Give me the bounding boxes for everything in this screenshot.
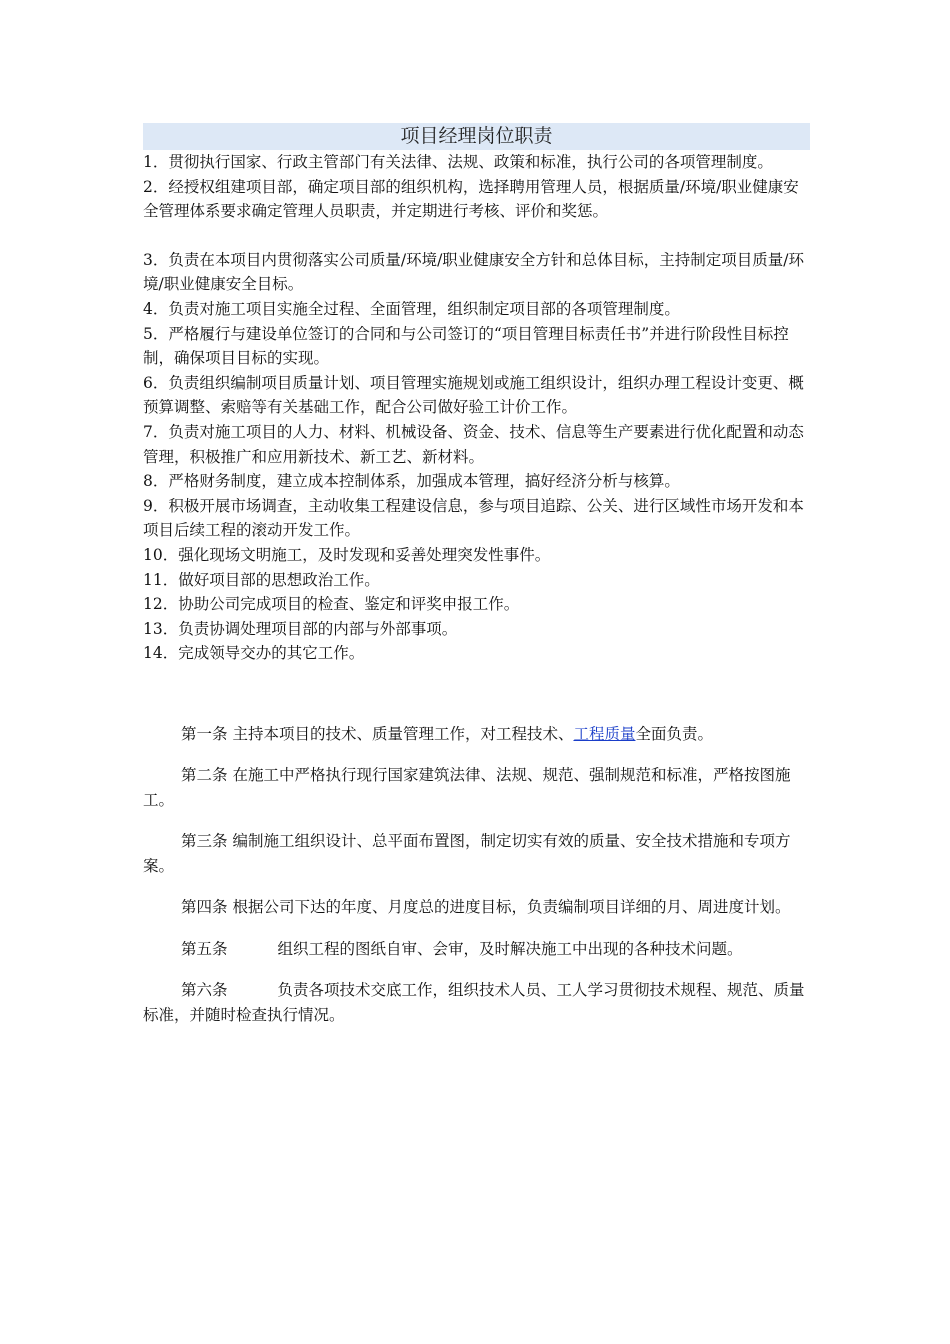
article-text: 全面负责。 [635,724,713,743]
duty-item: 11．做好项目部的思想政治工作。 [143,570,380,589]
duty-item: 3．负责在本项目内贯彻落实公司质量/环境/职业健康安全方针和总体目标，主持制定项目质量/环境/职业健康安全目标。 [143,250,805,294]
article-6 [143,978,810,1027]
duty-item: 7．负责对施工项目的人力、材料、机械设备、资金、技术、信息等生产要素进行优化配置和动态管理，积极推广和应用新技术、新工艺、新材料。 [143,422,804,466]
document-page [143,123,810,1044]
duty-item: 12．协助公司完成项目的检查、鉴定和评奖申报工作。 [143,595,520,614]
article-text: 根据公司下达的年度、月度总的进度目标，负责编制项目详细的月、周进度计划。 [232,898,791,917]
duty-item: 10．强化现场文明施工，及时发现和妥善处理突发性事件。 [143,545,551,564]
duty-item: 4．负责对施工项目实施全过程、全面管理，组织制定项目部的各项管理制度。 [143,299,680,318]
article-5 [143,937,810,962]
engineering-quality-link[interactable]: 工程质量 [573,724,636,743]
duty-item: 13．负责协调处理项目部的内部与外部事项。 [143,619,458,638]
duty-item: 1．贯彻执行国家、行政主管部门有关法律、法规、政策和标准，执行公司的各项管理制度。 [143,153,773,171]
article-3 [143,829,810,878]
article-text: 主持本项目的技术、质量管理工作，对工程技术、 [232,724,574,743]
article-1 [143,722,810,747]
duty-item: 2．经授权组建项目部，确定项目部的组织机构，选择聘用管理人员，根据质量/环境/职业健康安全管理体系要求确定管理人员职责，并定期进行考核、评价和奖惩。 [143,177,799,221]
document-title: 项目经理岗位职责 [143,123,810,150]
article-4 [143,895,810,920]
duties-list [143,150,810,666]
article-text: 编制施工组织设计、总平面布置图，制定切实有效的质量、安全技术措施和专项方案。 [143,832,791,875]
article-text: 组织工程的图纸自审、会审，及时解决施工中出现的各种技术问题。 [277,939,743,958]
article-text: 负责各项技术交底工作，组织技术人员、工人学习贯彻技术规程、规范、质量标准，并随时检查执行情况。 [143,981,805,1024]
article-label: 第一条 [181,724,228,743]
article-text: 在施工中严格执行现行国家建筑法律、法规、规范、强制规范和标准，严格按图施工。 [143,766,791,809]
article-label: 第五条 [181,939,228,958]
duty-item: 5．严格履行与建设单位签订的合同和与公司签订的“项目管理目标责任书”并进行阶段性目标控制，确保项目目标的实现。 [143,324,789,368]
articles-section [143,722,810,1028]
article-label: 第三条 [181,832,228,851]
article-2 [143,763,810,812]
article-label: 第二条 [181,766,228,785]
article-label: 第六条 [181,981,228,1000]
article-label: 第四条 [181,898,228,917]
duty-item: 6．负责组织编制项目质量计划、项目管理实施规划或施工组织设计，组织办理工程设计变更、概预算调整、索赔等有关基础工作，配合公司做好验工计价工作。 [143,373,804,417]
duty-item: 14．完成领导交办的其它工作。 [143,644,365,663]
duty-item: 8．严格财务制度，建立成本控制体系，加强成本管理，搞好经济分析与核算。 [143,472,680,491]
duty-item: 9．积极开展市场调查，主动收集工程建设信息，参与项目追踪、公关、进行区域性市场开发和本项目后续工程的滚动开发工作。 [143,496,804,540]
